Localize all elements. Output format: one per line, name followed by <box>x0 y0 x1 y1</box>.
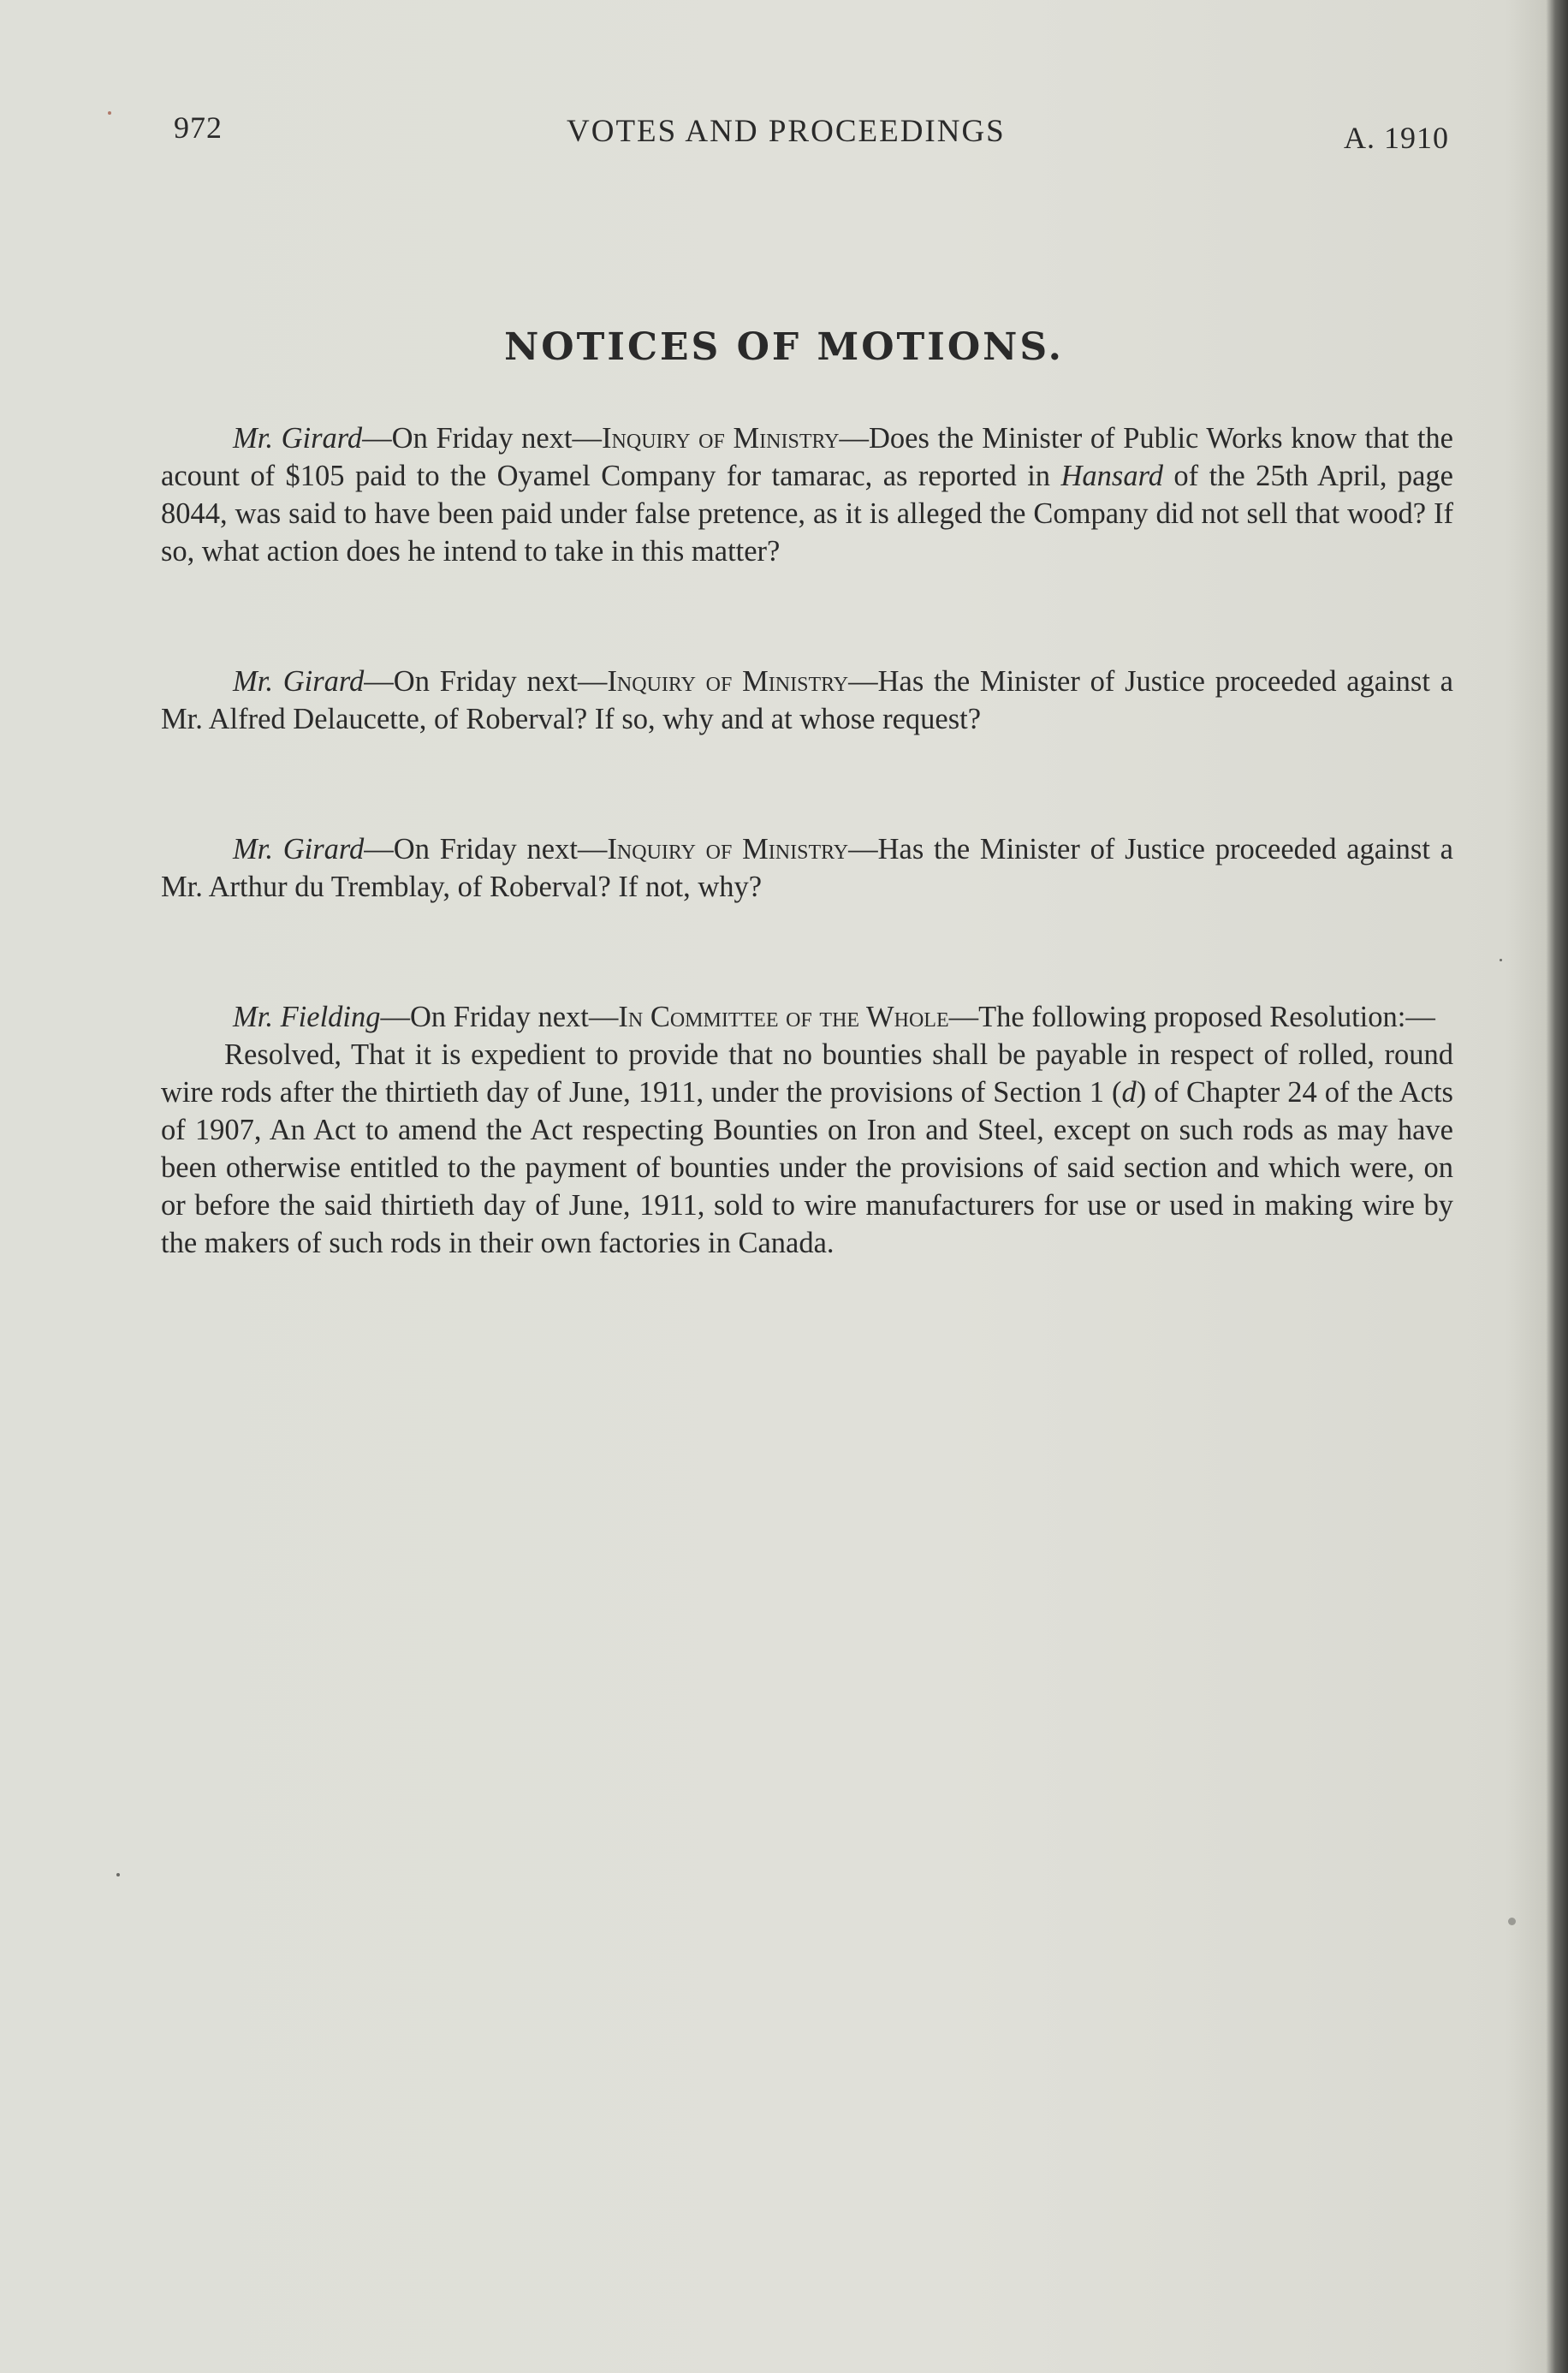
notice-category: Inquiry of Ministry <box>607 833 849 865</box>
member-name: Mr. Fielding <box>233 1001 381 1033</box>
notices-body <box>161 419 1453 1262</box>
paper-speck <box>1508 1918 1516 1925</box>
notice-text-continued: of the 25th April, page 8044, was said to have been paid under false pretence, as it is alleged the Company did not sell that wood? If so, what action does he intend to take in this matter? <box>161 460 1453 568</box>
running-head <box>0 110 1568 161</box>
notice-paragraph <box>161 998 1453 1036</box>
page-number: 972 <box>174 110 223 145</box>
member-name: Mr. Girard <box>233 665 365 698</box>
notice-category: Inquiry of Ministry <box>607 665 849 698</box>
source-title: Hansard <box>1060 460 1163 492</box>
member-name: Mr. Girard <box>233 422 363 455</box>
resolution-text <box>161 1036 1453 1262</box>
notice-paragraph <box>161 830 1453 906</box>
resolution-body: Resolved, That it is expedient to provide that no bounties shall be payable in respect of rolled, round wire rods after the thirtieth day of June, 1911, under the provisions of Section 1 ( <box>161 1038 1453 1109</box>
notice-text: —Has the Minister of Justice proceeded against a Mr. Alfred Delaucette, of Roberval? If so, why and at whose request? <box>161 665 1453 735</box>
member-name: Mr. Girard <box>233 833 365 865</box>
section-title: NOTICES OF MOTIONS. <box>504 325 1064 369</box>
notice-paragraph <box>161 419 1453 570</box>
paper-speck <box>1500 959 1502 961</box>
notice-text: —Does the Minister of Public Works know that the acount of $105 paid to the Oyamel Company for tamarac, as reported in <box>161 422 1453 492</box>
journal-title: VOTES AND PROCEEDINGS <box>567 114 1006 149</box>
subsection-letter: d <box>1121 1076 1137 1109</box>
notice-lead: —On Friday next— <box>364 833 608 865</box>
notice-category: Inquiry of Ministry <box>602 422 840 455</box>
notice-lead: —On Friday next— <box>362 422 603 455</box>
notice-text: —The following proposed Resolution:— <box>948 1001 1435 1033</box>
notice-lead: —On Friday next— <box>380 1001 619 1033</box>
notice-lead: —On Friday next— <box>364 665 608 698</box>
paper-speck <box>116 1873 120 1876</box>
paper-speck <box>108 111 111 115</box>
notice-category: In Committee of the Whole <box>618 1001 949 1033</box>
resolution-body-continued: ) of Chapter 24 of the Acts of 1907, An Act to amend the Act respecting Bounties on Iron and Steel, except on such rods as may have been otherwise entitled to the payment of bounties under the provisions of said section and which were, on or before the said thirtieth day of June, 1911, sold to wire manufacturers for use or used in making wire by the makers of such rods in their own factories in Canada. <box>161 1076 1453 1259</box>
notice-paragraph <box>161 663 1453 738</box>
session-year: A. 1910 <box>1344 121 1449 155</box>
notice-text: —Has the Minister of Justice proceeded against a Mr. Arthur du Tremblay, of Roberval? If not, why? <box>161 833 1453 903</box>
